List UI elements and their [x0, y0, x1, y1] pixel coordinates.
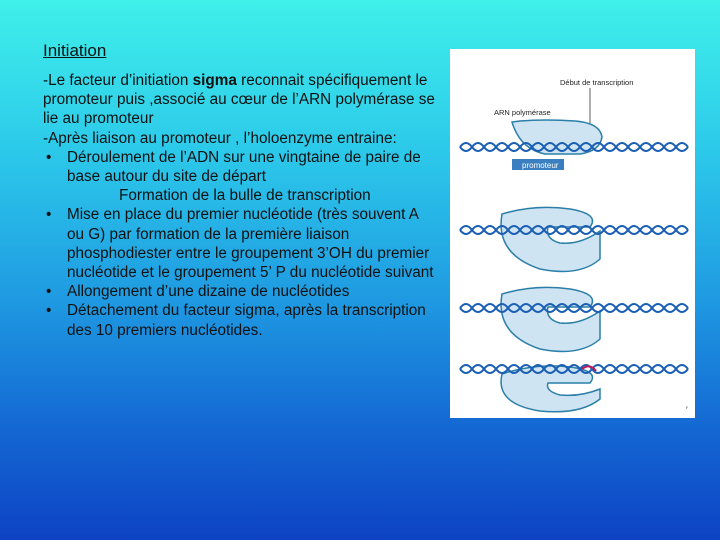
transcription-initiation-figure [450, 49, 695, 418]
bullet-item-2: • Mise en place du premier nucléotide (très souvent A ou G) par formation de la première liaison phosphodiester entre le groupement 3’OH du premier nucléotide et le groupement 5’ P du nucléotide suivant [43, 205, 438, 282]
corner-mark: ′ [686, 405, 688, 415]
label-start-transcription: Début de transcription [560, 78, 634, 87]
intro-paragraph [43, 71, 438, 129]
intro-prefix: -Le facteur d’initiation [43, 72, 193, 89]
bullet-item-4: • Détachement du facteur sigma, après la transcription des 10 premiers nucléotides. [43, 301, 438, 339]
intro-suffix: reconnait spécifiquement le promoteur puis ,associé au cœur de l’ARN polymérase se lie au promoteur [43, 72, 435, 128]
bullet-item-1: • Déroulement de l’ADN sur une vingtaine de paire de base autour du site de départ [43, 148, 438, 186]
slide-text [43, 40, 438, 340]
bullet-item-3: • Allongement d’une dizaine de nucléotides [43, 282, 438, 301]
polymerase-shape-3 [501, 287, 600, 351]
slide-title: Initiation [43, 41, 107, 60]
figure-svg [450, 49, 695, 418]
label-arn-polymerase: ARN polymérase [494, 108, 551, 117]
bubble-formation-line: Formation de la bulle de transcription [119, 187, 371, 205]
polymerase-shape-2 [501, 207, 600, 271]
intro-sigma: sigma [192, 72, 237, 89]
label-promoter: promoteur [522, 161, 559, 170]
holoenzyme-paragraph: -Après liaison au promoteur , l’holoenzyme entraine: [43, 129, 397, 147]
bullet-list [43, 148, 438, 340]
